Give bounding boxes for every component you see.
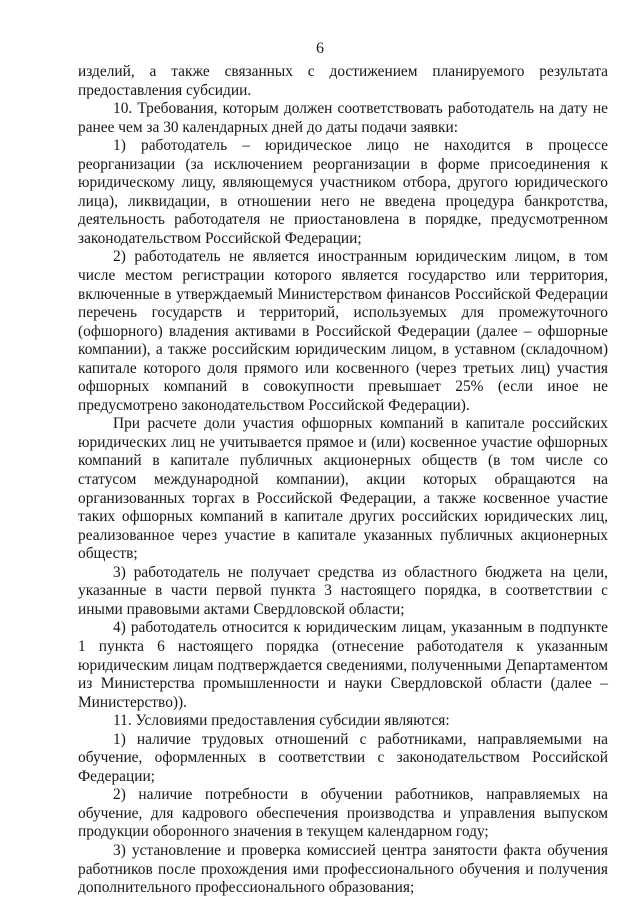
document-body: [78, 63, 608, 898]
paragraph-clause-10-item-2: 2) работодатель не является иностранным юридическим лицом, в том числе местом регистрации которого является государство или территория, включенные в утверждаемый Министерством финансов Российской Федерации перечень государств и территорий, используемых для промежуточного (офшорного) владения активами в Российской Федерации (далее – офшорные компании), а также российским юридическим лицом, в уставном (складочном) капитале которого доля прямого или косвенного (через третьих лиц) участия офшорных компаний в совокупности превышает 25% (если иное не предусмотрено законодательством Российской Федерации).: [78, 248, 608, 414]
paragraph-clause-10-item-1: 1) работодатель – юридическое лицо не находится в процессе реорганизации (за исключением реорганизации в форме присоединения к юридическому лицу, являющемуся участником отбора, другого юридического лица), ликвидации, в отношении него не введена процедура банкротства, деятельность работодателя не приостановлена в порядке, предусмотренном законодательством Российской Федерации;: [78, 137, 608, 247]
paragraph-clause-10: 10. Требования, которым должен соответствовать работодатель на дату не ранее чем за 30 календарных дней до даты подачи заявки:: [78, 100, 608, 136]
paragraph-clause-11-item-2: 2) наличие потребности в обучении работников, направляемых на обучение, для кадрового обеспечения производства и управления выпуском продукции оборонного значения в текущем календарном году;: [78, 786, 608, 841]
paragraph-continuation: изделий, а также связанных с достижением планируемого результата предоставления субсидии.: [78, 63, 608, 99]
paragraph-clause-10-item-3: 3) работодатель не получает средства из областного бюджета на цели, указанные в части первой пункта 3 настоящего порядка, в соответствии с иными правовыми актами Свердловской области;: [78, 563, 608, 618]
paragraph-clause-11-item-1: 1) наличие трудовых отношений с работниками, направляемыми на обучение, оформленных в соответствии с законодательством Российской Федерации;: [78, 730, 608, 785]
paragraph-clause-11: 11. Условиями предоставления субсидии являются:: [113, 712, 450, 730]
paragraph-clause-11-item-3: 3) установление и проверка комиссией центра занятости факта обучения работников после прохождения ими профессионального обучения и получения дополнительного профессионального образования;: [78, 841, 608, 897]
page-number: 6: [316, 40, 324, 57]
paragraph-clause-10-item-4: 4) работодатель относится к юридическим лицам, указанным в подпункте 1 пункта 6 настоящего порядка (отнесение работодателя к указанным юридическим лицам подтверждается сведениями, полученными Департаментом из Министерства промышленности и науки Свердловской области (далее – Министерство)).: [78, 619, 608, 711]
paragraph-offshore-share-note: При расчете доли участия офшорных компаний в капитале российских юридических лиц не учитывается прямое и (или) косвенное участие офшорных компаний в капитале публичных акционерных обществ (в том числе со статусом международной компании), акции которых обращаются на организованных торгах в Российской Федерации, а также косвенное участие таких офшорных компаний в капитале других российских юридических лиц, реализованное через участие в капитале указанных публичных акционерных обществ;: [78, 415, 608, 563]
